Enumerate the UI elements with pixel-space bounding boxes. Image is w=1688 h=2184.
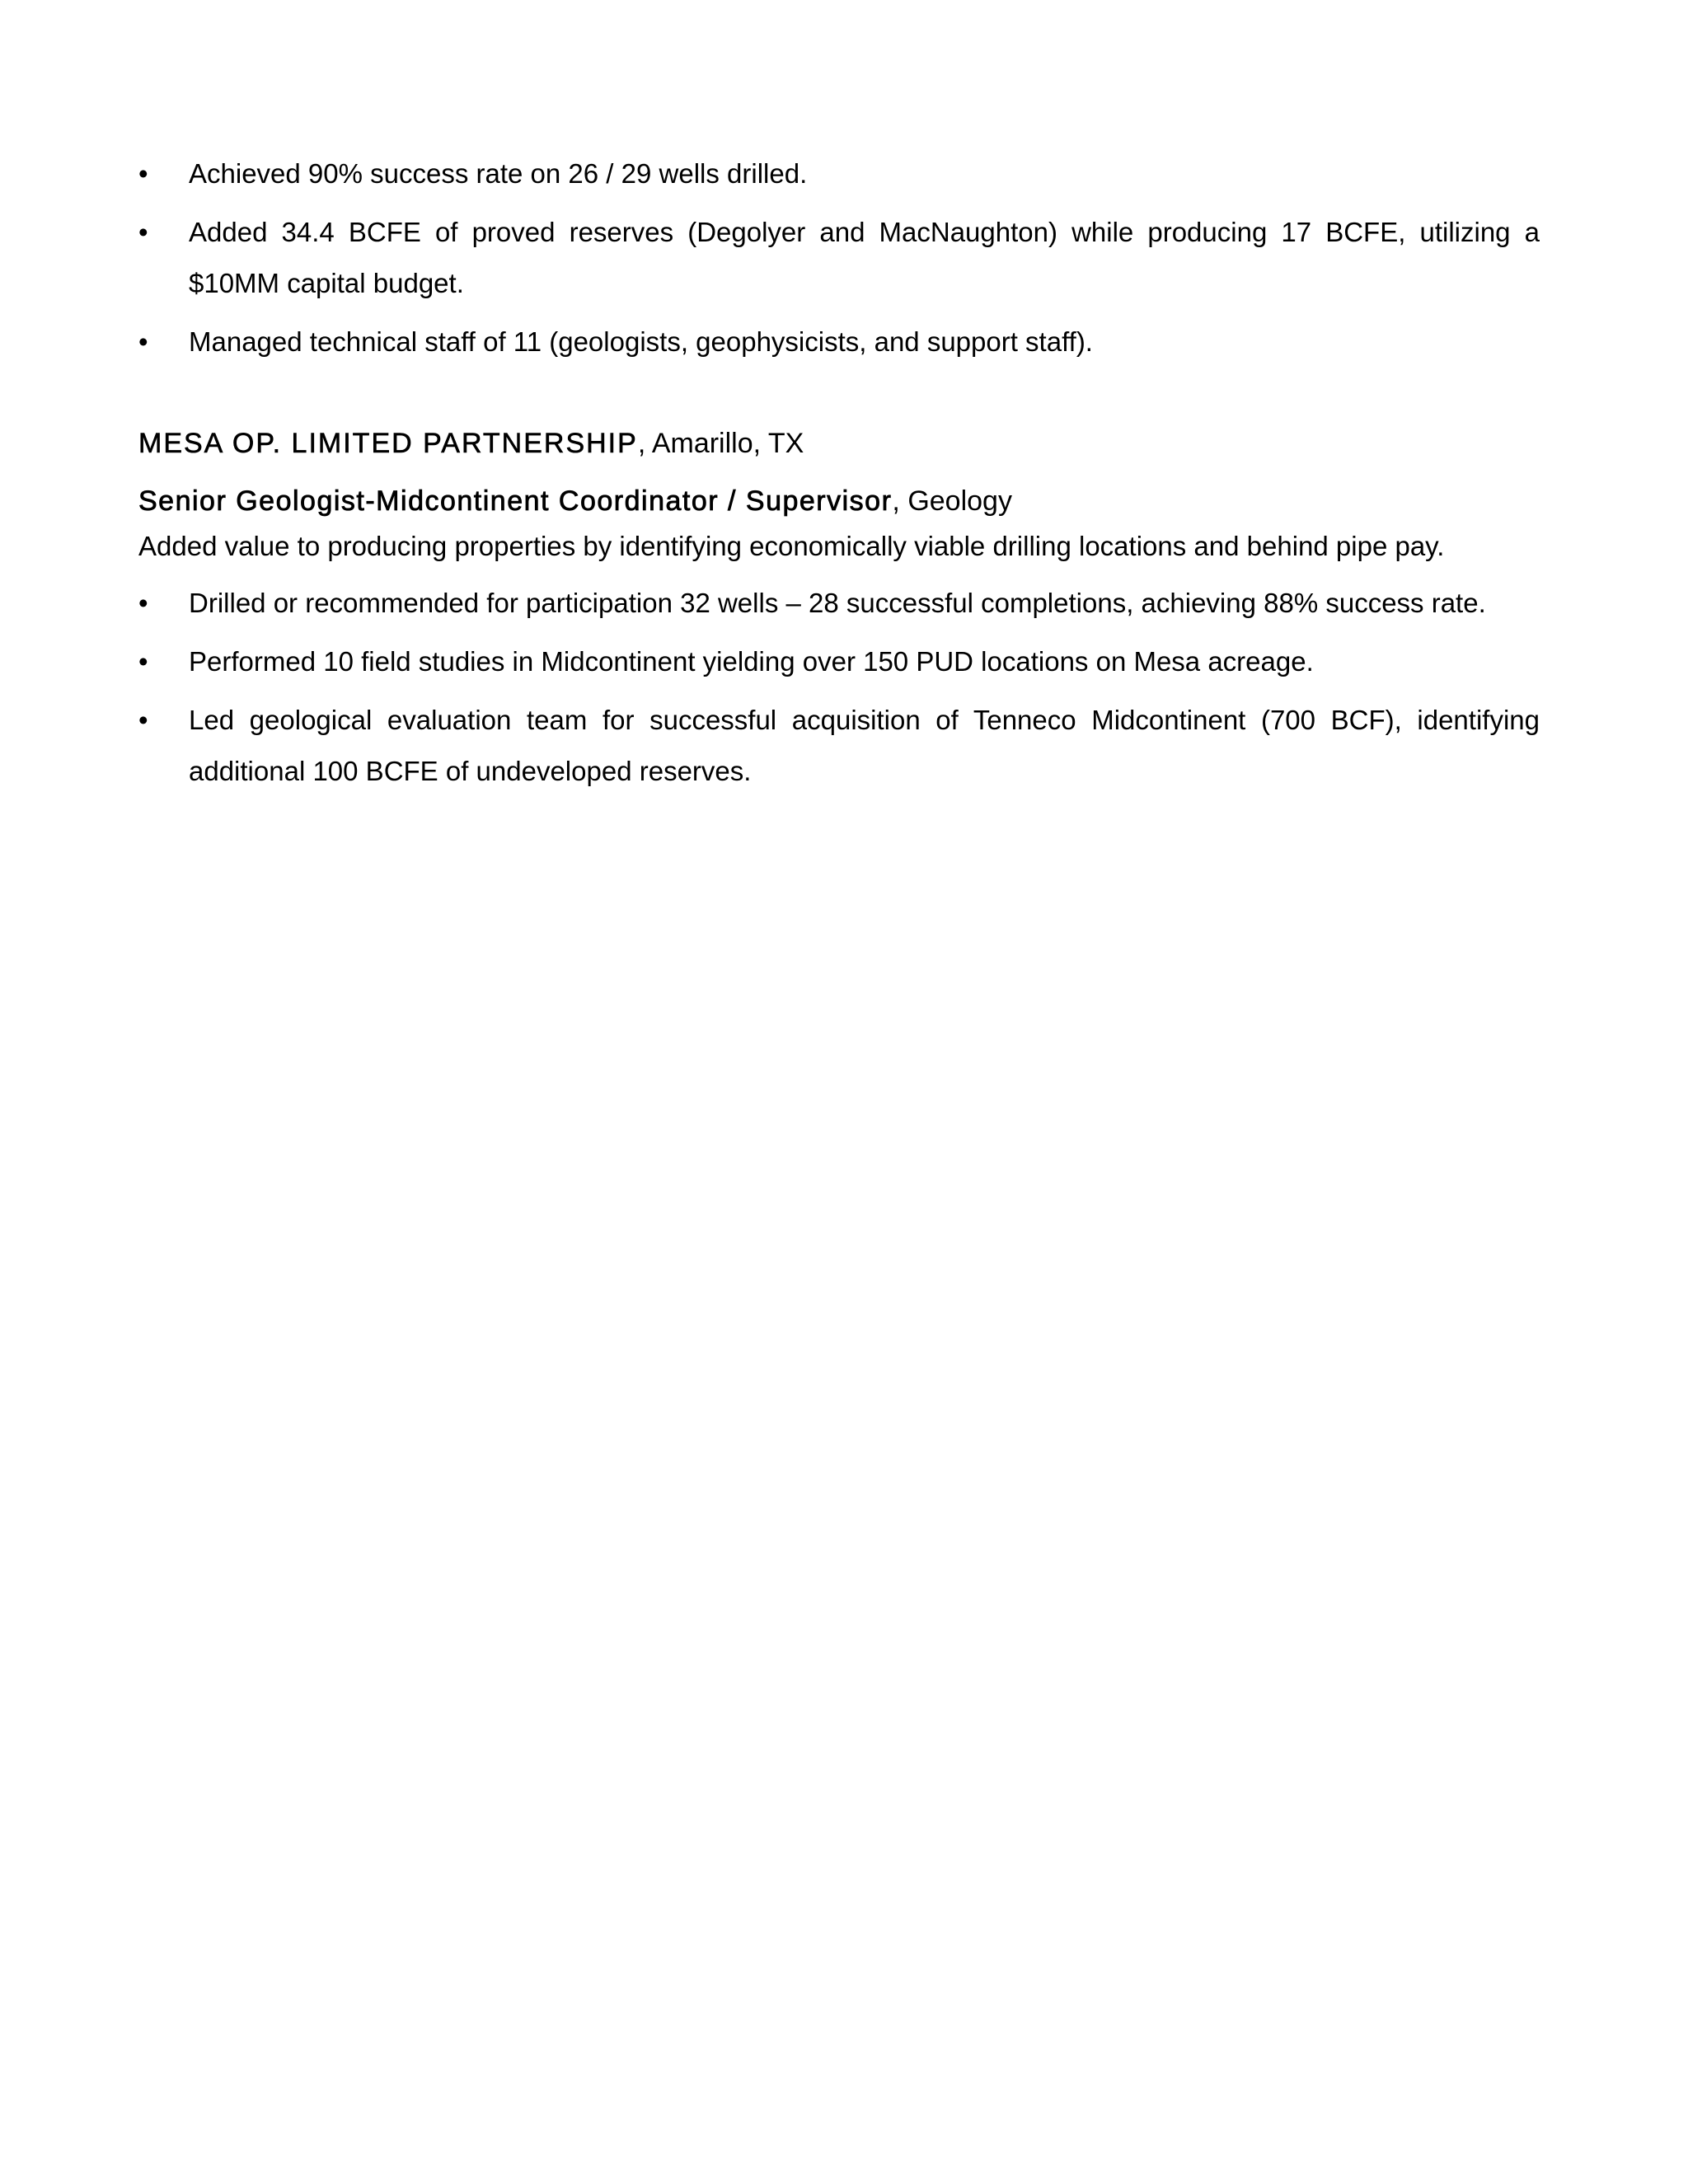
bullet-text: Drilled or recommended for participation 32 wells – 28 successful completions, achieving 88% success rate. [189,588,1486,618]
bullet-glyph: • [138,158,148,189]
bullet-text: Achieved 90% success rate on 26 / 29 wells drilled. [189,158,808,189]
role-bullet-list [138,578,1540,797]
bullet-text: Added 34.4 BCFE of proved reserves (Degolyer and MacNaughton) while producing 17 BCFE, utilizing a $10MM capital budget. [189,217,1540,298]
list-item [138,148,1540,199]
bullet-glyph: • [138,646,148,677]
list-item [138,578,1540,629]
company-location: , Amarillo, TX [637,428,804,459]
company-name: MESA OP. LIMITED PARTNERSHIP [138,428,638,459]
prior-role-bullet-list [138,148,1540,368]
job-title: Senior Geologist-Midcontinent Coordinator / Supervisor [138,485,893,517]
list-item [138,207,1540,309]
role-summary: Added value to producing properties by identifying economically viable drilling locations and behind pipe pay. [138,531,1445,561]
bullet-text: Led geological evaluation team for successful acquisition of Tenneco Midcontinent (700 BCF), identifying additional 100 BCFE of undeveloped reserves. [189,705,1540,786]
resume-page [138,148,1540,804]
job-title-heading [138,481,1540,521]
job-department: , Geology [892,485,1012,517]
bullet-text: Performed 10 field studies in Midcontinent yielding over 150 PUD locations on Mesa acreage. [189,646,1314,677]
list-item [138,695,1540,797]
bullet-glyph: • [138,217,148,247]
bullet-glyph: • [138,705,148,735]
bullet-text: Managed technical staff of 11 (geologists, geophysicists, and support staff). [189,326,1093,357]
list-item [138,316,1540,368]
bullet-glyph: • [138,326,148,357]
company-heading [138,424,1540,463]
list-item [138,636,1540,687]
bullet-glyph: • [138,588,148,618]
employment-section-mesa [138,424,1540,797]
